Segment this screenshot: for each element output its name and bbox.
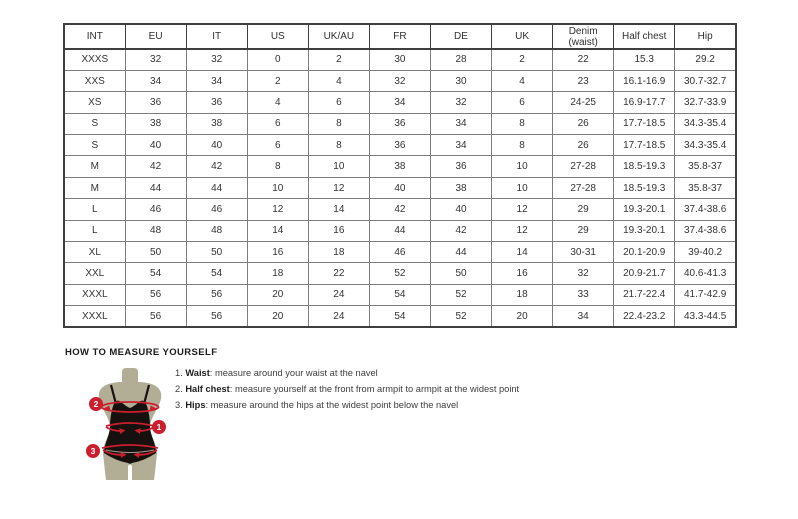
table-cell: 56 <box>186 306 247 327</box>
table-cell: 35.8-37 <box>675 177 736 198</box>
table-row <box>64 156 736 177</box>
table-cell: 30 <box>430 70 491 91</box>
table-cell: 6 <box>492 92 553 113</box>
table-cell: 50 <box>186 242 247 263</box>
table-cell: 26 <box>553 113 614 134</box>
table-cell: 32.7-33.9 <box>675 92 736 113</box>
table-row <box>64 49 736 70</box>
table-cell: 52 <box>369 263 430 284</box>
size-chart-table <box>63 23 737 328</box>
measure-step-label: Half chest <box>185 384 230 395</box>
table-cell: 0 <box>247 49 308 70</box>
table-cell: 32 <box>186 49 247 70</box>
table-cell: 12 <box>308 177 369 198</box>
table-cell: XL <box>64 242 125 263</box>
table-cell: 8 <box>308 113 369 134</box>
column-header: Half chest <box>614 24 675 49</box>
table-cell: 4 <box>308 70 369 91</box>
table-row <box>64 177 736 198</box>
table-cell: 40 <box>125 135 186 156</box>
column-header: DE <box>430 24 491 49</box>
table-cell: 10 <box>492 177 553 198</box>
table-row <box>64 135 736 156</box>
table-cell: 54 <box>125 263 186 284</box>
table-row <box>64 113 736 134</box>
table-cell: M <box>64 156 125 177</box>
column-header: INT <box>64 24 125 49</box>
mannequin-illustration <box>80 366 190 486</box>
table-cell: 54 <box>369 284 430 305</box>
table-cell: 23 <box>553 70 614 91</box>
table-cell: 22 <box>553 49 614 70</box>
column-header: IT <box>186 24 247 49</box>
table-cell: 44 <box>125 177 186 198</box>
table-cell: 37.4-38.6 <box>675 220 736 241</box>
table-cell: 8 <box>492 135 553 156</box>
table-cell: 43.3-44.5 <box>675 306 736 327</box>
table-cell: 50 <box>125 242 186 263</box>
table-cell: 18 <box>492 284 553 305</box>
table-cell: 34 <box>125 70 186 91</box>
table-cell: 32 <box>125 49 186 70</box>
table-cell: L <box>64 199 125 220</box>
measure-steps <box>175 368 519 416</box>
table-cell: 10 <box>308 156 369 177</box>
table-cell: XXL <box>64 263 125 284</box>
table-cell: 20 <box>247 306 308 327</box>
table-cell: 19.3-20.1 <box>614 220 675 241</box>
table-cell: 20 <box>247 284 308 305</box>
table-cell: 16.1-16.9 <box>614 70 675 91</box>
table-cell: XS <box>64 92 125 113</box>
table-cell: 54 <box>369 306 430 327</box>
table-cell: 20 <box>492 306 553 327</box>
table-cell: 46 <box>369 242 430 263</box>
measure-step-label: Waist <box>185 368 210 378</box>
size-chart-body <box>64 49 736 327</box>
table-cell: 2 <box>247 70 308 91</box>
table-cell: 16 <box>492 263 553 284</box>
table-cell: 18.5-19.3 <box>614 177 675 198</box>
table-cell: 19.3-20.1 <box>614 199 675 220</box>
waist-marker-number: 1 <box>156 422 162 432</box>
table-cell: 8 <box>492 113 553 134</box>
header-row <box>64 24 736 49</box>
table-cell: 12 <box>492 199 553 220</box>
table-cell: XXXL <box>64 306 125 327</box>
table-row <box>64 284 736 305</box>
table-cell: 10 <box>492 156 553 177</box>
table-cell: 52 <box>430 306 491 327</box>
table-cell: 48 <box>125 220 186 241</box>
table-cell: 2 <box>492 49 553 70</box>
table-cell: S <box>64 135 125 156</box>
table-cell: 24-25 <box>553 92 614 113</box>
table-cell: 44 <box>186 177 247 198</box>
measure-step: 1. Waist: measure around your waist at the navel <box>175 368 378 378</box>
table-cell: 36 <box>125 92 186 113</box>
table-cell: 34.3-35.4 <box>675 135 736 156</box>
table-cell: 6 <box>247 113 308 134</box>
table-cell: 34 <box>186 70 247 91</box>
table-cell: XXS <box>64 70 125 91</box>
column-header: US <box>247 24 308 49</box>
table-cell: 26 <box>553 135 614 156</box>
table-cell: 35.8-37 <box>675 156 736 177</box>
table-cell: 17.7-18.5 <box>614 113 675 134</box>
table-cell: 56 <box>125 284 186 305</box>
measure-step: 2. Half chest: measure yourself at the front from armpit to armpit at the widest point <box>175 384 520 395</box>
size-chart-header <box>64 24 736 49</box>
table-cell: 41.7-42.9 <box>675 284 736 305</box>
table-cell: 18 <box>247 263 308 284</box>
table-cell: 24 <box>308 306 369 327</box>
table-cell: 20.1-20.9 <box>614 242 675 263</box>
table-cell: 30 <box>369 49 430 70</box>
table-cell: 4 <box>247 92 308 113</box>
table-cell: 29 <box>553 220 614 241</box>
table-cell: 32 <box>553 263 614 284</box>
table-cell: 40 <box>430 199 491 220</box>
table-row <box>64 92 736 113</box>
table-cell: S <box>64 113 125 134</box>
table-cell: 14 <box>492 242 553 263</box>
table-cell: 22.4-23.2 <box>614 306 675 327</box>
table-cell: L <box>64 220 125 241</box>
column-header: Denim (waist) <box>553 24 614 49</box>
table-cell: 38 <box>186 113 247 134</box>
table-cell: 12 <box>247 199 308 220</box>
table-cell: 50 <box>430 263 491 284</box>
table-cell: 17.7-18.5 <box>614 135 675 156</box>
table-cell: XXXL <box>64 284 125 305</box>
table-cell: 44 <box>430 242 491 263</box>
table-cell: 38 <box>430 177 491 198</box>
table-cell: 42 <box>125 156 186 177</box>
table-cell: 14 <box>247 220 308 241</box>
table-cell: 10 <box>247 177 308 198</box>
table-cell: 48 <box>186 220 247 241</box>
table-cell: 30.7-32.7 <box>675 70 736 91</box>
table-cell: 22 <box>308 263 369 284</box>
table-cell: 16 <box>308 220 369 241</box>
table-cell: 42 <box>186 156 247 177</box>
table-cell: 6 <box>247 135 308 156</box>
table-cell: 54 <box>186 263 247 284</box>
column-header: EU <box>125 24 186 49</box>
table-cell: 34 <box>553 306 614 327</box>
table-cell: 20.9-21.7 <box>614 263 675 284</box>
table-cell: 4 <box>492 70 553 91</box>
table-cell: 34.3-35.4 <box>675 113 736 134</box>
mannequin-neck <box>122 368 138 382</box>
column-header: UK <box>492 24 553 49</box>
table-cell: 24 <box>308 284 369 305</box>
table-cell: 36 <box>369 113 430 134</box>
table-cell: 36 <box>369 135 430 156</box>
table-cell: 34 <box>430 135 491 156</box>
table-cell: 14 <box>308 199 369 220</box>
measure-section-title: HOW TO MEASURE YOURSELF <box>65 347 218 358</box>
table-cell: 16.9-17.7 <box>614 92 675 113</box>
column-header: Hip <box>675 24 736 49</box>
table-cell: 2 <box>308 49 369 70</box>
table-cell: 18.5-19.3 <box>614 156 675 177</box>
table-cell: 6 <box>308 92 369 113</box>
table-cell: 30-31 <box>553 242 614 263</box>
table-cell: 44 <box>369 220 430 241</box>
column-header: FR <box>369 24 430 49</box>
table-cell: 46 <box>125 199 186 220</box>
table-cell: 38 <box>369 156 430 177</box>
table-cell: 27-28 <box>553 156 614 177</box>
table-cell: 33 <box>553 284 614 305</box>
table-cell: 38 <box>125 113 186 134</box>
table-cell: 27-28 <box>553 177 614 198</box>
table-cell: 32 <box>430 92 491 113</box>
table-cell: 8 <box>247 156 308 177</box>
table-cell: M <box>64 177 125 198</box>
table-cell: XXXS <box>64 49 125 70</box>
table-cell: 52 <box>430 284 491 305</box>
table-cell: 34 <box>430 113 491 134</box>
table-cell: 12 <box>492 220 553 241</box>
table-cell: 16 <box>247 242 308 263</box>
table-cell: 28 <box>430 49 491 70</box>
table-cell: 21.7-22.4 <box>614 284 675 305</box>
table-row <box>64 263 736 284</box>
table-cell: 42 <box>369 199 430 220</box>
table-row <box>64 70 736 91</box>
table-cell: 15.3 <box>614 49 675 70</box>
table-cell: 18 <box>308 242 369 263</box>
table-cell: 56 <box>186 284 247 305</box>
table-cell: 42 <box>430 220 491 241</box>
table-row <box>64 199 736 220</box>
table-cell: 56 <box>125 306 186 327</box>
table-row <box>64 220 736 241</box>
chest-marker-number: 2 <box>93 399 99 409</box>
table-row <box>64 306 736 327</box>
table-cell: 40 <box>186 135 247 156</box>
table-cell: 29.2 <box>675 49 736 70</box>
column-header: UK/AU <box>308 24 369 49</box>
table-cell: 37.4-38.6 <box>675 199 736 220</box>
table-cell: 36 <box>186 92 247 113</box>
table-cell: 46 <box>186 199 247 220</box>
table-cell: 40.6-41.3 <box>675 263 736 284</box>
measure-step-label: Hips <box>185 400 206 411</box>
table-cell: 34 <box>369 92 430 113</box>
table-row <box>64 242 736 263</box>
table-cell: 8 <box>308 135 369 156</box>
table-cell: 32 <box>369 70 430 91</box>
table-cell: 36 <box>430 156 491 177</box>
measure-step: 3. Hips: measure around the hips at the widest point below the navel <box>175 400 459 411</box>
hips-marker-number: 3 <box>90 446 96 456</box>
table-cell: 39-40.2 <box>675 242 736 263</box>
table-cell: 29 <box>553 199 614 220</box>
table-cell: 40 <box>369 177 430 198</box>
